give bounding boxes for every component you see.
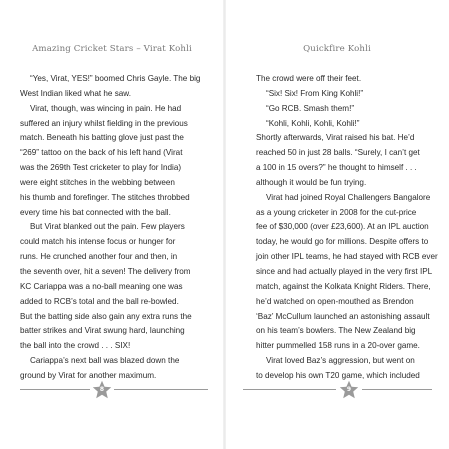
text-line: could match his intense focus or hunger for — [20, 237, 176, 247]
text-line: match. Beneath his batting glove just past the — [20, 133, 184, 143]
text-line: But Virat blanked out the pain. Few players — [30, 222, 185, 232]
text-line: “269” tattoo on the back of his left hand (Virat — [20, 148, 183, 158]
text-line: ground by Virat for another maximum. — [20, 370, 157, 380]
text-line: were eight stitches in the webbing between — [20, 177, 175, 187]
text-line: The crowd were off their feet. — [256, 74, 362, 83]
left-page-number: 8 — [99, 386, 105, 393]
text-line: on his team’s bowlers. The New Zealand big — [256, 326, 416, 336]
text-line: ‘Baz’ McCullum launched an astonishing assault — [256, 311, 430, 321]
text-line: runs. He crunched another four and then, in — [20, 252, 178, 262]
text-line: the seventh over, hit a seven! The delivery from — [20, 266, 191, 276]
text-line: join other IPL teams, he had stayed with RCB ever — [256, 252, 438, 262]
text-line: West Indian liked what he saw. — [20, 88, 131, 98]
text-line: Virat loved Baz’s aggression, but went on — [266, 356, 415, 366]
text-line: a 100 in 15 overs?” he thought to himself . . . — [256, 163, 417, 173]
left-footer-rule-right — [114, 389, 208, 390]
text-line: “Six! Six! From King Kohli!” — [266, 88, 364, 98]
text-line: fee of $30,000 (over £23,600). At an IPL auction — [256, 222, 429, 232]
text-line: Shortly afterwards, Virat raised his bat. He’d — [256, 133, 415, 143]
text-line: reached 50 in just 28 balls. “Surely, I can’t get — [256, 148, 420, 158]
text-line: was the 269th Test cricketer to play for India) — [20, 163, 182, 173]
text-line: “Go RCB. Smash them!” — [266, 103, 355, 113]
left-page — [0, 0, 224, 449]
text-line: his thumb and forefinger. The stitches throbbed — [20, 192, 190, 202]
left-footer-rule-left — [20, 389, 90, 390]
text-line: although it would be fun trying. — [256, 177, 367, 187]
text-line: since and had actually played in the very first IPL — [256, 266, 433, 276]
text-line: as a young cricketer in 2008 for the cut-price — [256, 207, 417, 217]
text-line: every time his bat connected with the ball. — [20, 207, 171, 217]
text-line: the ball into the crowd . . . SIX! — [20, 341, 131, 351]
text-line: Cariappa’s next ball was blazed down the — [30, 356, 180, 366]
text-line: “Kohli, Kohli, Kohli, Kohli!” — [266, 118, 360, 128]
right-page-body — [256, 72, 438, 384]
text-line: batter strikes and Virat swung hard, launching — [20, 326, 185, 336]
text-line: match, against the Kolkata Knight Riders. There, — [256, 281, 431, 291]
right-page-number: 9 — [346, 386, 352, 393]
right-footer-rule-left — [243, 389, 336, 390]
text-line: added to RCB’s total and the ball re-bowled. — [20, 296, 179, 306]
text-line: suffered an injury whilst fielding in the previous — [20, 118, 188, 128]
text-line: Virat, though, was wincing in pain. He had — [30, 103, 182, 113]
text-line: “Yes, Virat, YES!” boomed Chris Gayle. The big — [30, 74, 201, 83]
left-running-head: Amazing Cricket Stars – Virat Kohli — [32, 44, 192, 54]
left-page-body — [20, 72, 216, 384]
text-line: KC Cariappa was a no-ball meaning one was — [20, 281, 183, 291]
text-line: today, he would go for millions. Despite offers to — [256, 237, 429, 247]
text-line: he’d watched on open-mouthed as Brendon — [256, 296, 414, 306]
text-line: But the batting side also gain any extra runs the — [20, 311, 192, 321]
star-icon — [92, 380, 112, 400]
text-line: Virat had joined Royal Challengers Bangalore — [266, 192, 431, 202]
right-footer-rule-right — [362, 389, 432, 390]
text-line: to develop his own T20 game, which included — [256, 370, 420, 380]
right-running-head: Quickfire Kohli — [303, 44, 371, 54]
text-line: hitter pummelled 158 runs in a 20-over game. — [256, 341, 420, 351]
